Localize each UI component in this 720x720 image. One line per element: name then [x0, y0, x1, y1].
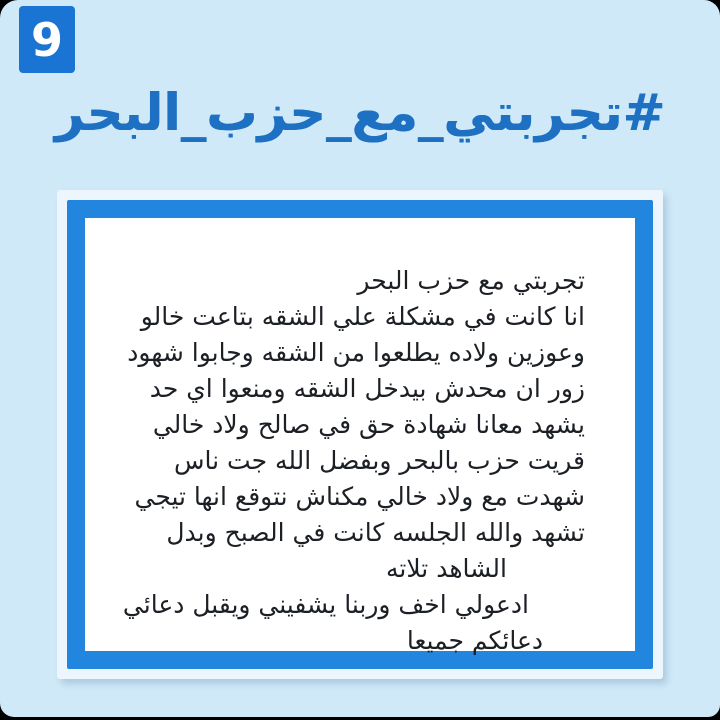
post-text-line: انا كانت في مشكلة علي الشقه بتاعت خالو: [140, 302, 585, 331]
post-text-line: زور ان محدش بيدخل الشقه ومنعوا اي حد: [149, 374, 585, 403]
page-number-badge: [19, 6, 75, 73]
post-text-line: تجربتي مع حزب البحر: [357, 266, 585, 295]
post-text-line: الشاهد تلاته: [386, 554, 507, 583]
post-border-box: [67, 200, 653, 669]
page-number-label: 9: [30, 12, 63, 67]
post-text-body: [113, 246, 607, 655]
post-text-line: يشهد معانا شهادة حق في صالح ولاد خالي: [152, 410, 585, 439]
post-text-line: وعوزين ولاده يطلعوا من الشقه وجابوا شهود: [127, 338, 585, 367]
post-frame: [57, 190, 663, 679]
post-text-line: شهدت مع ولاد خالي مكناش نتوقع انها تيجي: [134, 482, 585, 511]
post-text-line: ادعولي اخف وربنا يشفيني ويقبل دعائي: [122, 590, 529, 619]
post-text-line: تشهد والله الجلسه كانت في الصبح وبدل: [166, 518, 585, 547]
hashtag-title: #تجربتي_مع_حزب_البحر: [54, 84, 666, 143]
post-text-line: قريت حزب بالبحر وبفضل الله جت ناس: [173, 446, 585, 475]
post-text-line: دعائكم جميعا: [406, 626, 543, 655]
